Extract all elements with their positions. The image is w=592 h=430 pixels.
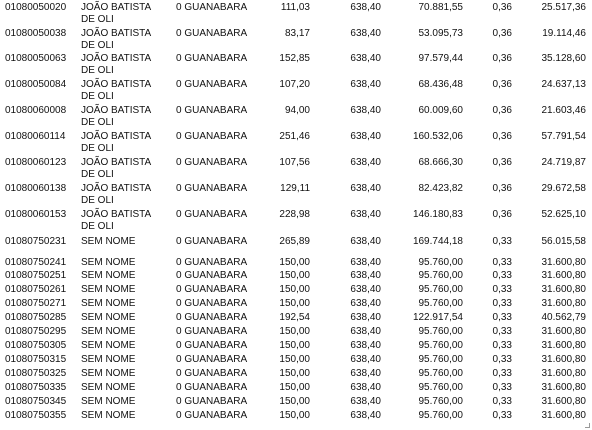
total-value-cell: 95.760,00 xyxy=(418,368,463,379)
total-value-cell: 70.881,55 xyxy=(418,2,463,13)
unit-value-cell: 638,40 xyxy=(350,340,381,351)
unit-value-cell: 638,40 xyxy=(350,2,381,13)
tax-cell: 31.600,80 xyxy=(541,368,586,379)
total-value-cell: 60.009,60 xyxy=(418,105,463,116)
table-row[interactable] xyxy=(0,326,592,339)
lot-code-cell: 01080050020 xyxy=(5,2,67,13)
tax-cell: 31.600,80 xyxy=(541,298,586,309)
unit-value-cell: 638,40 xyxy=(350,284,381,295)
total-value-cell: 160.532,06 xyxy=(412,131,463,142)
tax-cell: 31.600,80 xyxy=(541,326,586,337)
tax-cell: 31.600,80 xyxy=(541,340,586,351)
lot-code-cell: 01080750251 xyxy=(5,270,67,281)
tax-cell: 24.719,87 xyxy=(541,157,586,168)
table-row[interactable] xyxy=(0,183,592,207)
tax-cell: 56.015,58 xyxy=(541,236,586,247)
district-cell: 0 GUANABARA xyxy=(176,312,248,323)
area-cell: 228,98 xyxy=(279,209,310,220)
district-cell: 0 GUANABARA xyxy=(176,183,248,194)
lot-code-cell: 01080750285 xyxy=(5,312,67,323)
table-row[interactable] xyxy=(0,53,592,77)
district-cell: 0 GUANABARA xyxy=(176,53,248,64)
lot-code-cell: 01080750355 xyxy=(5,410,67,421)
tax-cell: 31.600,80 xyxy=(541,410,586,421)
lot-code-cell: 01080050038 xyxy=(5,28,67,39)
area-cell: 150,00 xyxy=(279,298,310,309)
owner-name-cell: SEM NOME xyxy=(81,326,136,337)
rate-cell: 0,33 xyxy=(492,236,512,247)
area-cell: 152,85 xyxy=(279,53,310,64)
owner-name-cell: JOÃO BATISTA DE OLI xyxy=(81,131,151,154)
owner-name-cell: JOÃO BATISTA DE OLI xyxy=(81,79,151,102)
table-row[interactable] xyxy=(0,257,592,270)
lot-code-cell: 01080060138 xyxy=(5,183,67,194)
area-cell: 150,00 xyxy=(279,354,310,365)
table-row[interactable] xyxy=(0,312,592,325)
total-value-cell: 95.760,00 xyxy=(418,410,463,421)
table-row[interactable] xyxy=(0,236,592,250)
area-cell: 150,00 xyxy=(279,368,310,379)
total-value-cell: 95.760,00 xyxy=(418,270,463,281)
lot-code-cell: 01080750271 xyxy=(5,298,67,309)
table-row[interactable] xyxy=(0,410,592,423)
rate-cell: 0,33 xyxy=(492,354,512,365)
unit-value-cell: 638,40 xyxy=(350,236,381,247)
owner-name-cell: JOÃO BATISTA DE OLI xyxy=(81,2,151,25)
lot-code-cell: 01080750295 xyxy=(5,326,67,337)
district-cell: 0 GUANABARA xyxy=(176,270,248,281)
tax-cell: 35.128,60 xyxy=(541,53,586,64)
rate-cell: 0,36 xyxy=(492,157,512,168)
total-value-cell: 95.760,00 xyxy=(418,257,463,268)
lot-code-cell: 01080060153 xyxy=(5,209,67,220)
rate-cell: 0,36 xyxy=(492,79,512,90)
district-cell: 0 GUANABARA xyxy=(176,340,248,351)
district-cell: 0 GUANABARA xyxy=(176,79,248,90)
lot-code-cell: 01080750315 xyxy=(5,354,67,365)
area-cell: 150,00 xyxy=(279,382,310,393)
total-value-cell: 95.760,00 xyxy=(418,326,463,337)
area-cell: 265,89 xyxy=(279,236,310,247)
area-cell: 107,20 xyxy=(279,79,310,90)
area-cell: 129,11 xyxy=(280,183,310,194)
area-cell: 192,54 xyxy=(279,312,310,323)
table-row[interactable] xyxy=(0,298,592,311)
unit-value-cell: 638,40 xyxy=(350,368,381,379)
district-cell: 0 GUANABARA xyxy=(176,354,248,365)
area-cell: 251,46 xyxy=(279,131,310,142)
lot-code-cell: 01080050084 xyxy=(5,79,67,90)
lot-code-cell: 01080050063 xyxy=(5,53,67,64)
unit-value-cell: 638,40 xyxy=(350,209,381,220)
table-row[interactable] xyxy=(0,396,592,409)
unit-value-cell: 638,40 xyxy=(350,270,381,281)
area-cell: 150,00 xyxy=(279,270,310,281)
table-row[interactable] xyxy=(0,2,592,26)
unit-value-cell: 638,40 xyxy=(350,382,381,393)
tax-cell: 57.791,54 xyxy=(541,131,586,142)
owner-name-cell: SEM NOME xyxy=(81,410,136,421)
unit-value-cell: 638,40 xyxy=(350,354,381,365)
total-value-cell: 146.180,83 xyxy=(412,209,463,220)
district-cell: 0 GUANABARA xyxy=(176,236,248,247)
total-value-cell: 95.760,00 xyxy=(418,354,463,365)
unit-value-cell: 638,40 xyxy=(350,79,381,90)
rate-cell: 0,33 xyxy=(492,312,512,323)
total-value-cell: 68.666,30 xyxy=(418,157,463,168)
owner-name-cell: SEM NOME xyxy=(81,340,136,351)
owner-name-cell: JOÃO BATISTA DE OLI xyxy=(81,105,151,128)
rate-cell: 0,33 xyxy=(492,368,512,379)
total-value-cell: 122.917,54 xyxy=(412,312,463,323)
tax-cell: 31.600,80 xyxy=(541,382,586,393)
tax-cell: 31.600,80 xyxy=(541,270,586,281)
total-value-cell: 95.760,00 xyxy=(418,284,463,295)
rate-cell: 0,33 xyxy=(492,298,512,309)
rate-cell: 0,36 xyxy=(492,209,512,220)
table-row[interactable] xyxy=(0,368,592,381)
district-cell: 0 GUANABARA xyxy=(176,105,248,116)
district-cell: 0 GUANABARA xyxy=(176,2,248,13)
district-cell: 0 GUANABARA xyxy=(176,382,248,393)
table-row[interactable] xyxy=(0,382,592,395)
area-cell: 107,56 xyxy=(279,157,310,168)
district-cell: 0 GUANABARA xyxy=(176,326,248,337)
table-row[interactable] xyxy=(0,340,592,353)
rate-cell: 0,33 xyxy=(492,382,512,393)
rate-cell: 0,36 xyxy=(492,183,512,194)
total-value-cell: 95.760,00 xyxy=(418,340,463,351)
area-cell: 150,00 xyxy=(279,410,310,421)
owner-name-cell: SEM NOME xyxy=(81,312,136,323)
owner-name-cell: JOÃO BATISTA DE OLI xyxy=(81,28,151,51)
table-row[interactable] xyxy=(0,209,592,233)
district-cell: 0 GUANABARA xyxy=(176,368,248,379)
lot-code-cell: 01080750305 xyxy=(5,340,67,351)
rate-cell: 0,36 xyxy=(492,131,512,142)
rate-cell: 0,36 xyxy=(492,2,512,13)
rate-cell: 0,33 xyxy=(492,270,512,281)
tax-cell: 29.672,58 xyxy=(541,183,586,194)
rate-cell: 0,33 xyxy=(492,326,512,337)
table-row[interactable] xyxy=(0,284,592,297)
area-cell: 150,00 xyxy=(279,257,310,268)
owner-name-cell: SEM NOME xyxy=(81,284,136,295)
district-cell: 0 GUANABARA xyxy=(176,257,248,268)
owner-name-cell: JOÃO BATISTA DE OLI xyxy=(81,183,151,206)
district-cell: 0 GUANABARA xyxy=(176,410,248,421)
total-value-cell: 53.095,73 xyxy=(418,28,463,39)
unit-value-cell: 638,40 xyxy=(350,105,381,116)
owner-name-cell: SEM NOME xyxy=(81,236,136,247)
area-cell: 94,00 xyxy=(284,105,310,116)
tax-cell: 40.562,79 xyxy=(541,312,586,323)
district-cell: 0 GUANABARA xyxy=(176,131,248,142)
unit-value-cell: 638,40 xyxy=(350,312,381,323)
unit-value-cell: 638,40 xyxy=(350,326,381,337)
district-cell: 0 GUANABARA xyxy=(176,396,248,407)
lot-code-cell: 01080750325 xyxy=(5,368,67,379)
area-cell: 150,00 xyxy=(279,396,310,407)
total-value-cell: 95.760,00 xyxy=(418,396,463,407)
table-row[interactable] xyxy=(0,79,592,103)
unit-value-cell: 638,40 xyxy=(350,53,381,64)
owner-name-cell: JOÃO BATISTA DE OLI xyxy=(81,157,151,180)
owner-name-cell: SEM NOME xyxy=(81,382,136,393)
lot-code-cell: 01080750335 xyxy=(5,382,67,393)
rate-cell: 0,33 xyxy=(492,410,512,421)
district-cell: 0 GUANABARA xyxy=(176,284,248,295)
unit-value-cell: 638,40 xyxy=(350,396,381,407)
tax-cell: 52.625,10 xyxy=(541,209,586,220)
tax-cell: 25.517,36 xyxy=(541,2,586,13)
tax-cell: 31.600,80 xyxy=(541,257,586,268)
lot-code-cell: 01080060114 xyxy=(5,131,66,142)
area-cell: 150,00 xyxy=(279,284,310,295)
lot-code-cell: 01080060123 xyxy=(5,157,67,168)
tax-cell: 31.600,80 xyxy=(541,396,586,407)
area-cell: 150,00 xyxy=(279,340,310,351)
total-value-cell: 169.744,18 xyxy=(412,236,463,247)
owner-name-cell: SEM NOME xyxy=(81,354,136,365)
table-row[interactable] xyxy=(0,131,592,155)
owner-name-cell: SEM NOME xyxy=(81,257,136,268)
tax-cell: 31.600,80 xyxy=(541,354,586,365)
owner-name-cell: SEM NOME xyxy=(81,298,136,309)
tax-cell: 21.603,46 xyxy=(541,105,586,116)
lot-code-cell: 01080750345 xyxy=(5,396,67,407)
district-cell: 0 GUANABARA xyxy=(176,298,248,309)
area-cell: 83,17 xyxy=(284,28,310,39)
district-cell: 0 GUANABARA xyxy=(176,157,248,168)
rate-cell: 0,36 xyxy=(492,53,512,64)
corner-resize-mark xyxy=(585,423,590,428)
owner-name-cell: SEM NOME xyxy=(81,396,136,407)
unit-value-cell: 638,40 xyxy=(350,257,381,268)
total-value-cell: 97.579,44 xyxy=(418,53,463,64)
rate-cell: 0,33 xyxy=(492,257,512,268)
area-cell: 150,00 xyxy=(279,326,310,337)
unit-value-cell: 638,40 xyxy=(350,298,381,309)
unit-value-cell: 638,40 xyxy=(350,157,381,168)
lot-code-cell: 01080750261 xyxy=(5,284,67,295)
rate-cell: 0,36 xyxy=(492,105,512,116)
rate-cell: 0,33 xyxy=(492,284,512,295)
lot-code-cell: 01080060008 xyxy=(5,105,67,116)
tax-cell: 24.637,13 xyxy=(541,79,586,90)
total-value-cell: 68.436,48 xyxy=(418,79,463,90)
owner-name-cell: JOÃO BATISTA DE OLI xyxy=(81,53,151,76)
rate-cell: 0,36 xyxy=(492,28,512,39)
district-cell: 0 GUANABARA xyxy=(176,28,248,39)
area-cell: 111,03 xyxy=(280,2,310,13)
lot-code-cell: 01080750241 xyxy=(5,257,67,268)
unit-value-cell: 638,40 xyxy=(350,410,381,421)
table-row[interactable] xyxy=(0,157,592,181)
owner-name-cell: JOÃO BATISTA DE OLI xyxy=(81,209,151,232)
table-row[interactable] xyxy=(0,105,592,129)
unit-value-cell: 638,40 xyxy=(350,183,381,194)
lot-code-cell: 01080750231 xyxy=(5,236,67,247)
total-value-cell: 95.760,00 xyxy=(418,382,463,393)
unit-value-cell: 638,40 xyxy=(350,131,381,142)
table-row[interactable] xyxy=(0,354,592,367)
unit-value-cell: 638,40 xyxy=(350,28,381,39)
table-row[interactable] xyxy=(0,270,592,283)
tax-cell: 31.600,80 xyxy=(541,284,586,295)
table-row[interactable] xyxy=(0,28,592,52)
tax-cell: 19.114,46 xyxy=(542,28,586,39)
district-cell: 0 GUANABARA xyxy=(176,209,248,220)
rate-cell: 0,33 xyxy=(492,396,512,407)
owner-name-cell: SEM NOME xyxy=(81,368,136,379)
total-value-cell: 82.423,82 xyxy=(418,183,463,194)
owner-name-cell: SEM NOME xyxy=(81,270,136,281)
total-value-cell: 95.760,00 xyxy=(418,298,463,309)
rate-cell: 0,33 xyxy=(492,340,512,351)
